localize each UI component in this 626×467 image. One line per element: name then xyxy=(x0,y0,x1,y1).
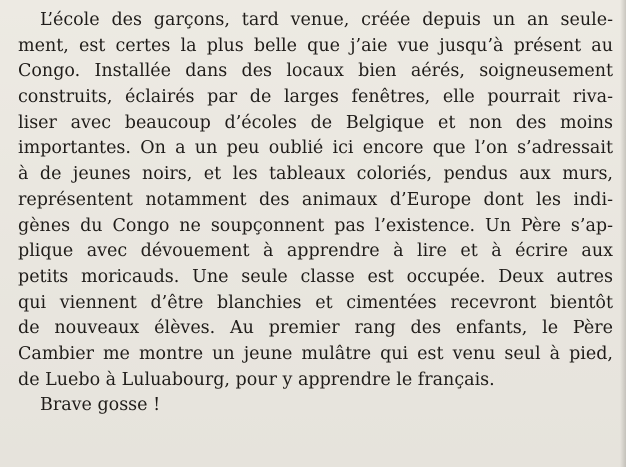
text-line: plique avec dévouement à apprendre à lire et à écrire aux xyxy=(18,241,613,262)
text-line: liser avec beaucoup d’écoles de Belgique et non des moins xyxy=(18,112,613,133)
text-line: Cambier me montre un jeune mulâtre qui est venu seul à pied, xyxy=(18,343,613,364)
text-line: représentent notamment des animaux d’Europe dont les indi- xyxy=(18,189,613,210)
text-line: à de jeunes noirs, et les tableaux coloriés, pendus aux murs, xyxy=(18,164,613,185)
text-line: L’école des garçons, tard venue, créée depuis un an seule- xyxy=(40,10,613,30)
text-line: construits, éclairés par de larges fenêtres, elle pourrait riva- xyxy=(18,87,613,108)
text-line: de nouveaux élèves. Au premier rang des enfants, le Père xyxy=(18,318,613,339)
text-line: ment, est certes la plus belle que j’aie vue jusqu’à présent au xyxy=(18,35,613,56)
text-line: Brave gosse ! xyxy=(40,395,161,416)
text-line: petits moricauds. Une seule classe est occupée. Deux autres xyxy=(18,266,613,287)
body-text xyxy=(18,8,613,419)
text-line: Congo. Installée dans des locaux bien aérés, soigneusement xyxy=(18,61,613,82)
page-edge-shadow xyxy=(620,0,626,467)
text-line: de Luebo à Luluabourg, pour y apprendre le français. xyxy=(18,369,495,390)
text-line: gènes du Congo ne soupçonnent pas l’existence. Un Père s’ap- xyxy=(18,215,613,236)
text-line: importantes. On a un peu oublié ici encore que l’on s’adressait xyxy=(18,138,613,159)
text-line: qui viennent d’être blanchies et cimentées recevront bientôt xyxy=(18,292,613,313)
